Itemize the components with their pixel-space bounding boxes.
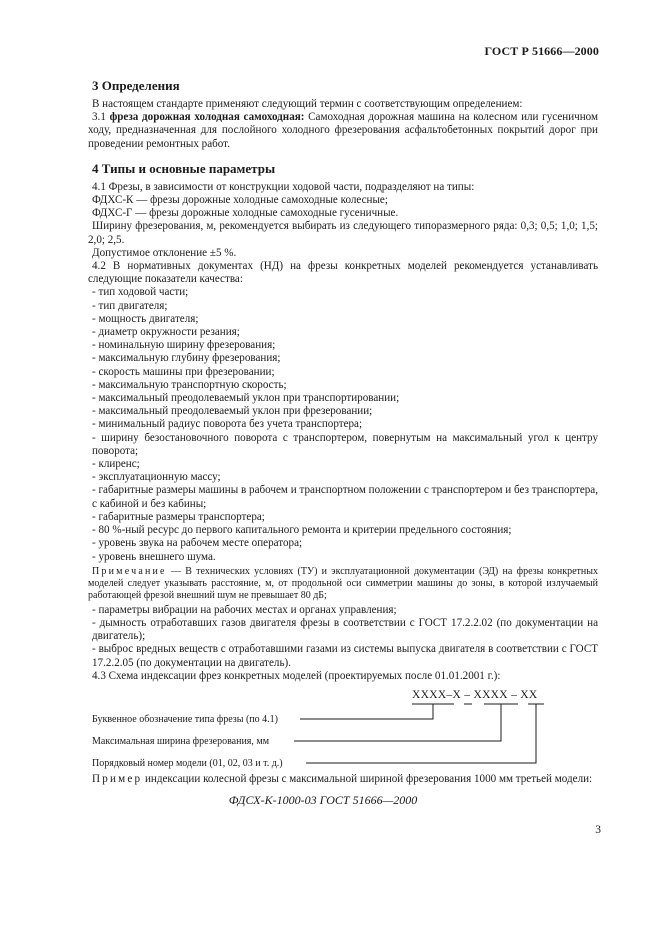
- note-text: — В технических условиях (ТУ) и эксплуатационной документации (ЭД) на фрезы конкретных моделей следует указывать расстояние, м, от продольной оси симметрии машины до зоны, в которой излучаемый работающей фрезой внешний шум не превышает 80 дБ;: [88, 565, 598, 601]
- note-label: Примечание: [92, 565, 167, 577]
- page-number: 3: [595, 824, 601, 836]
- list-item: - параметры вибрации на рабочих местах и органах управления;: [92, 603, 397, 616]
- list-item: - тип ходовой части;: [92, 286, 189, 299]
- definition-term: фреза дорожная холодная самоходная:: [109, 111, 305, 124]
- section-3-title: 3 Определения: [92, 78, 180, 93]
- quality-indicators-list: [88, 286, 598, 563]
- example-text: индексации колесной фрезы с максимальной шириной фрезерования 1000 мм третьей модели:: [142, 772, 593, 785]
- list-item: - максимальный преодолеваемый уклон при фрезеровании;: [92, 405, 373, 418]
- page-content: [88, 74, 598, 807]
- list-item: - габаритные размеры транспортера;: [92, 510, 265, 523]
- scheme-label-model: Порядковый номер модели (01, 02, 03 и т. д.): [92, 757, 283, 769]
- list-item: - 80 %-ный ресурс до первого капитального ремонта и критерии предельного состояния;: [92, 524, 512, 537]
- scheme-code: ХХХХ–Х – ХХХХ – ХХ: [412, 688, 538, 701]
- example-label: Пример: [92, 772, 143, 785]
- additional-indicators-list: [88, 604, 598, 670]
- list-item: - максимальный преодолеваемый уклон при транспортировании;: [92, 392, 400, 405]
- definition-3-1: [88, 111, 598, 151]
- type-wheeled: ФДХС-К — фрезы дорожные холодные самоходные колесные;: [92, 194, 388, 207]
- list-item: - максимальную глубину фрезерования;: [92, 352, 281, 365]
- list-item: - эксплуатационную массу;: [92, 471, 221, 484]
- indexing-scheme: [88, 689, 598, 767]
- list-item: - диаметр окружности резания;: [92, 326, 240, 339]
- clause-4-3: 4.3 Схема индексации фрез конкретных моделей (проектируемых после 01.01.2001 г.):: [92, 669, 501, 682]
- definition-text: Самоходная дорожная машина на колесном или гусеничном ходу, предназначенная для послойного холодного фрезерования асфальтобетонных покрытий дорог при проведении ремонтных работ.: [88, 111, 598, 150]
- example-paragraph: [88, 773, 598, 786]
- milling-width-range: Ширину фрезерования, м, рекомендуется выбирать из следующего типоразмерного ряда: 0,3; 0,5; 1,0; 1,5; 2,0; 2,5.: [88, 220, 598, 246]
- list-item: - номинальную ширину фрезерования;: [92, 339, 276, 352]
- section-3-intro: В настоящем стандарте применяют следующий термин с соответствующим определением:: [92, 98, 523, 110]
- scheme-label-width: Максимальная ширина фрезерования, мм: [92, 735, 270, 747]
- list-item: - скорость машины при фрезеровании;: [92, 365, 275, 378]
- list-item: - выброс вредных веществ с отработавшими газами из системы выпуска двигателя в соответствии с ГОСТ 17.2.2.05 (по документации на двигатель).: [92, 643, 598, 669]
- tolerance: Допустимое отклонение ±5 %.: [92, 246, 237, 259]
- scheme-label-type: Буквенное обозначение типа фрезы (по 4.1): [92, 713, 278, 725]
- clause-4-2: 4.2 В нормативных документах (НД) на фрезы конкретных моделей рекомендуется устанавливать следующие показатели качества:: [88, 260, 598, 286]
- list-item: - мощность двигателя;: [92, 312, 199, 325]
- list-item: - ширину безостановочного поворота с транспортером, повернутым на максимальный угол к центру поворота;: [92, 431, 598, 457]
- list-item: - габаритные размеры машины в рабочем и транспортном положении с транспортером и без транспортера, с кабиной и без кабины;: [92, 484, 598, 510]
- type-tracked: ФДХС-Г — фрезы дорожные холодные самоходные гусеничные.: [92, 207, 399, 220]
- list-item: - дымность отработавших газов двигателя фрезы в соответствии с ГОСТ 17.2.2.02 (по документации на двигатель);: [92, 616, 598, 643]
- note-paragraph: [88, 566, 598, 602]
- list-item: - уровень звука на рабочем месте оператора;: [92, 537, 303, 550]
- list-item: - максимальную транспортную скорость;: [92, 378, 287, 391]
- list-item: - минимальный радиус поворота без учета транспортера;: [92, 418, 363, 431]
- list-item: - клиренс;: [92, 458, 140, 471]
- definition-number: 3.1: [92, 111, 106, 124]
- example-designation: ФДСХ-К-1000-03 ГОСТ 51666—2000: [228, 793, 418, 808]
- document-id-header: ГОСТ Р 51666—2000: [484, 44, 599, 58]
- section-4-title: 4 Типы и основные параметры: [92, 160, 276, 176]
- list-item: - тип двигателя;: [92, 299, 168, 312]
- clause-4-1: 4.1 Фрезы, в зависимости от конструкции ходовой части, подразделяют на типы:: [92, 180, 475, 193]
- list-item: - уровень внешнего шума.: [92, 550, 216, 563]
